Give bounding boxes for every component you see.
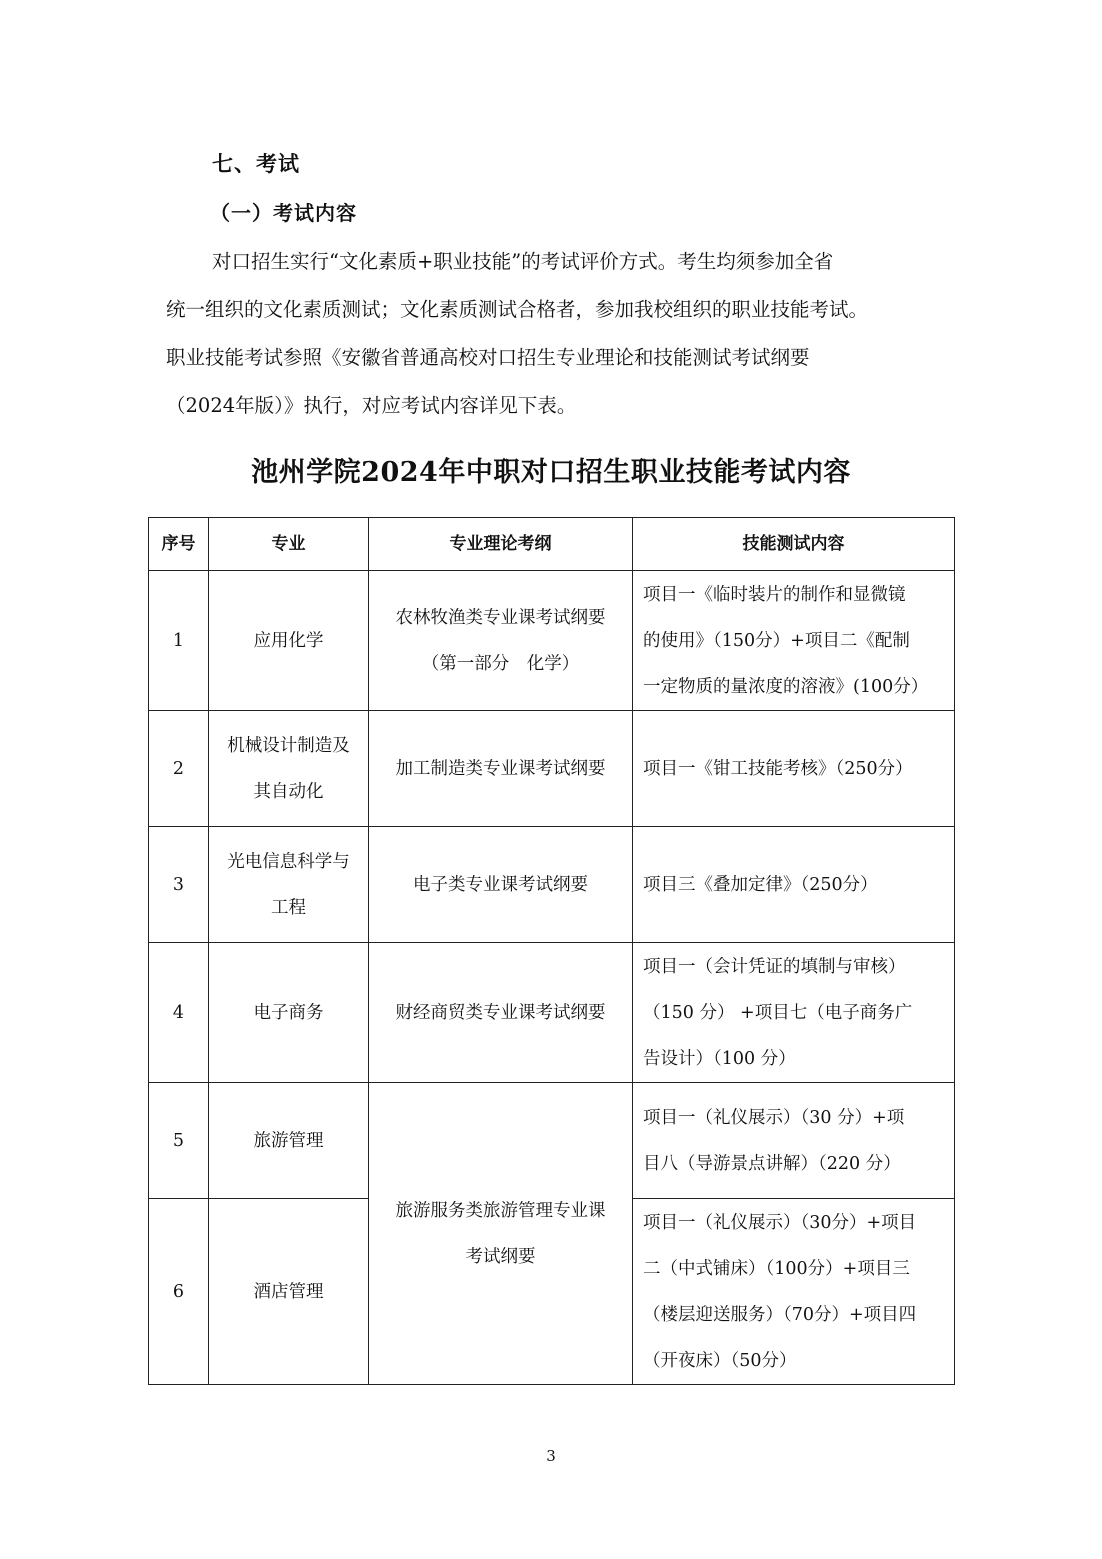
skill-line: （楼层迎送服务）（70分）+项目四 xyxy=(643,1304,917,1325)
cell-major xyxy=(209,827,369,943)
cell-skill xyxy=(633,827,955,943)
skill-line: 的使用》（150分）+项目二《配制 xyxy=(643,630,910,651)
skill-line: 一定物质的量浓度的溶液》(100分） xyxy=(643,676,929,697)
cell-major xyxy=(209,943,369,1083)
cell-no: 1 xyxy=(149,571,209,711)
table-row xyxy=(149,943,955,1083)
cell-skill xyxy=(633,571,955,711)
table-row xyxy=(149,711,955,827)
section-heading: 七、考试 xyxy=(212,152,300,176)
cell-skill xyxy=(633,943,955,1083)
table-row xyxy=(149,1083,955,1199)
syllabus-line: 加工制造类专业课考试纲要 xyxy=(395,758,606,779)
skill-line: 项目一（会计凭证的填制与审核） xyxy=(643,956,906,977)
header-no: 序号 xyxy=(149,518,209,571)
syllabus-line: （第一部分 化学） xyxy=(421,653,580,674)
cell-no: 2 xyxy=(149,711,209,827)
table-header-row xyxy=(149,518,955,571)
cell-syllabus xyxy=(369,571,633,711)
skill-line: （150 分） +项目七（电子商务广 xyxy=(643,1002,913,1023)
syllabus-line: 农林牧渔类专业课考试纲要 xyxy=(395,607,606,628)
header-skill: 技能测试内容 xyxy=(633,518,955,571)
cell-syllabus xyxy=(369,711,633,827)
syllabus-line: 电子类专业课考试纲要 xyxy=(413,874,588,895)
paragraph-line: 职业技能考试参照《安徽省普通高校对口招生专业理论和技能测试考试纲要 xyxy=(166,346,810,369)
major-line: 旅游管理 xyxy=(253,1130,324,1151)
exam-content-table xyxy=(148,517,955,1385)
subsection-heading: （一）考试内容 xyxy=(210,201,357,225)
major-line: 工程 xyxy=(271,897,306,918)
major-line: 机械设计制造及 xyxy=(227,735,350,756)
table-row xyxy=(149,827,955,943)
intro-paragraph xyxy=(166,238,946,430)
skill-line: （开夜床）（50分） xyxy=(643,1350,797,1371)
cell-skill xyxy=(633,1083,955,1199)
table-row xyxy=(149,571,955,711)
paragraph-line: （2024年版）》执行，对应考试内容详见下表。 xyxy=(166,394,577,417)
header-syllabus: 专业理论考纲 xyxy=(369,518,633,571)
skill-line: 二（中式铺床）（100分）+项目三 xyxy=(643,1258,910,1279)
major-line: 光电信息科学与 xyxy=(227,851,350,872)
cell-syllabus xyxy=(369,943,633,1083)
major-line: 其自动化 xyxy=(253,781,324,802)
syllabus-line: 旅游服务类旅游管理专业课 xyxy=(395,1200,606,1221)
cell-no: 4 xyxy=(149,943,209,1083)
major-line: 电子商务 xyxy=(253,1002,324,1023)
cell-no: 5 xyxy=(149,1083,209,1199)
cell-major xyxy=(209,571,369,711)
table-title: 池州学院2024年中职对口招生职业技能考试内容 xyxy=(251,457,851,488)
cell-major xyxy=(209,1199,369,1385)
cell-no: 6 xyxy=(149,1199,209,1385)
syllabus-line: 考试纲要 xyxy=(465,1246,536,1267)
skill-line: 项目一（礼仪展示）（30 分）+项 xyxy=(643,1107,905,1128)
cell-syllabus-merged xyxy=(369,1083,633,1385)
cell-major xyxy=(209,711,369,827)
major-line: 应用化学 xyxy=(253,630,324,651)
skill-line: 目八（导游景点讲解）（220 分） xyxy=(643,1153,901,1174)
page-number: 3 xyxy=(546,1447,556,1465)
header-major: 专业 xyxy=(209,518,369,571)
skill-line: 项目一《临时装片的制作和显微镜 xyxy=(643,584,906,605)
major-line: 酒店管理 xyxy=(253,1281,324,1302)
skill-line: 告设计）（100 分） xyxy=(643,1048,796,1069)
paragraph-line: 对口招生实行“文化素质+职业技能”的考试评价方式。考生均须参加全省 xyxy=(212,250,834,273)
cell-skill xyxy=(633,711,955,827)
cell-major xyxy=(209,1083,369,1199)
cell-skill xyxy=(633,1199,955,1385)
paragraph-line: 统一组织的文化素质测试；文化素质测试合格者，参加我校组织的职业技能考试。 xyxy=(166,298,869,321)
cell-no: 3 xyxy=(149,827,209,943)
skill-line: 项目三《叠加定律》（250分） xyxy=(643,874,878,895)
cell-syllabus xyxy=(369,827,633,943)
skill-line: 项目一《钳工技能考核》（250分） xyxy=(643,758,913,779)
skill-line: 项目一（礼仪展示）（30分）+项目 xyxy=(643,1212,917,1233)
syllabus-line: 财经商贸类专业课考试纲要 xyxy=(395,1002,606,1023)
